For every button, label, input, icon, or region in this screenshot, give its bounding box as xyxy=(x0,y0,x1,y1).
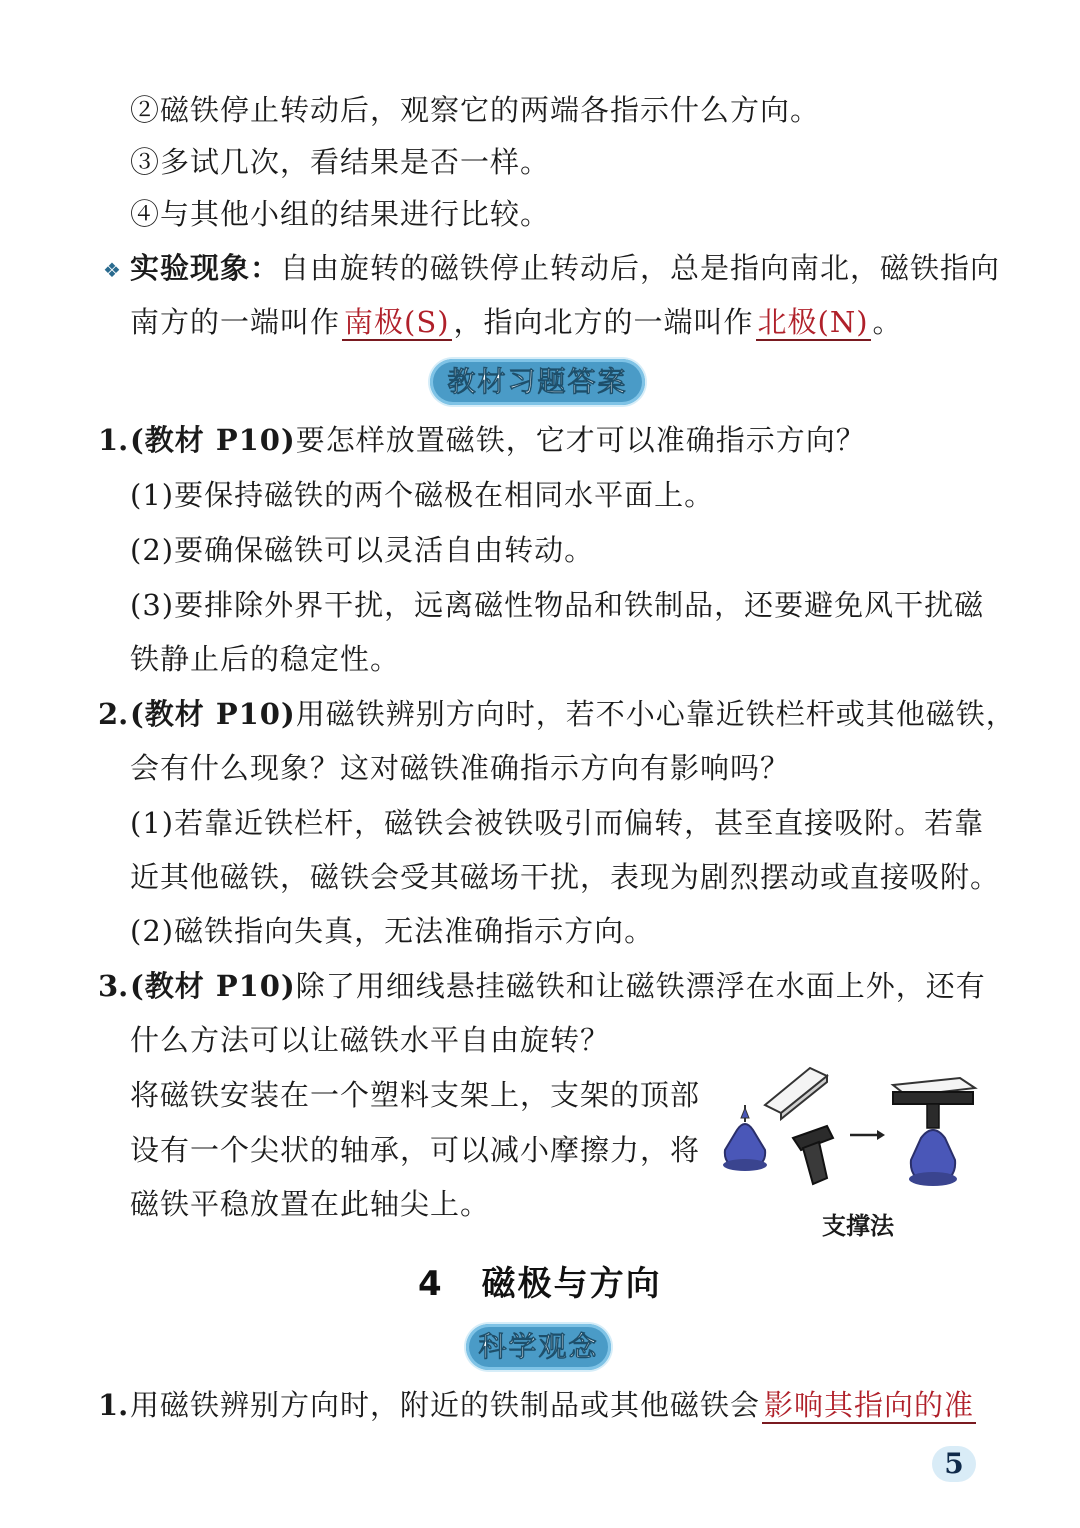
question-1-number: 1. xyxy=(98,423,129,457)
question-3-number: 3. xyxy=(98,969,129,1003)
question-2-line-1 xyxy=(130,694,1016,734)
step-2: ②磁铁停止转动后，观察它的两端各指示什么方向。 xyxy=(130,93,821,127)
q3-answer-line-2: 设有一个尖状的轴承，可以减小摩擦力，将 xyxy=(130,1133,701,1167)
q1-answer-3-line-2: 铁静止后的稳定性。 xyxy=(130,642,401,676)
question-3-line-2: 什么方法可以让磁铁水平自由旋转？ xyxy=(130,1023,611,1057)
diamond-bullet-icon: ❖ xyxy=(103,258,121,282)
q2-answer-2: (2)磁铁指向失真，无法准确指示方向。 xyxy=(130,914,655,948)
question-3-text: 除了用细线悬挂磁铁和让磁铁漂浮在水面上外，还有 xyxy=(295,969,986,1003)
section-title-scientific-concepts: 科学观念 xyxy=(466,1324,611,1370)
phenomenon-text: 自由旋转的磁铁停止转动后，总是指向南北，磁铁指向 xyxy=(280,251,1001,285)
question-1-source: (教材 P10) xyxy=(130,423,296,457)
chapter-heading xyxy=(418,1262,662,1306)
cone-stand-icon xyxy=(723,1105,767,1171)
question-2-number: 2. xyxy=(98,697,129,731)
step-3: ③多试几次，看结果是否一样。 xyxy=(130,145,551,179)
q1-answer-2: (2)要确保磁铁可以灵活自由转动。 xyxy=(130,533,595,567)
phenomenon-label: 实验现象： xyxy=(130,251,281,285)
q3-answer-line-1: 将磁铁安装在一个塑料支架上，支架的顶部 xyxy=(130,1078,701,1112)
concept-question-1-text: 用磁铁辨别方向时，附近的铁制品或其他磁铁会 xyxy=(130,1388,761,1422)
figure-caption: 支撑法 xyxy=(822,1212,894,1240)
support-method-figure xyxy=(715,1060,985,1200)
question-1 xyxy=(130,420,866,460)
answer-fill-south-pole: 南极(S) xyxy=(344,305,450,339)
arrow-right-icon xyxy=(850,1130,885,1140)
q1-answer-1: (1)要保持磁铁的两个磁极在相同水平面上。 xyxy=(130,478,715,512)
chapter-number: 4 xyxy=(418,1264,444,1304)
answer-fill-north-pole: 北极(N) xyxy=(757,305,869,339)
q3-answer-line-3: 磁铁平稳放置在此轴尖上。 xyxy=(130,1187,491,1221)
question-2-text: 用磁铁辨别方向时，若不小心靠近铁栏杆或其他磁铁， xyxy=(295,697,1016,731)
concept-question-1-number: 1. xyxy=(98,1388,129,1422)
phenomenon-line-1 xyxy=(130,248,1000,288)
phenomenon-line-2 xyxy=(130,302,903,342)
bar-magnet-icon xyxy=(765,1068,827,1119)
q1-answer-3-line-1: (3)要排除外界干扰，远离磁性物品和铁制品，还要避免风干扰磁 xyxy=(130,588,985,622)
answer-fill-concept-1: 影响其指向的准 xyxy=(764,1388,975,1422)
section-title-textbook-answers: 教材习题答案 xyxy=(430,359,645,405)
question-2-source: (教材 P10) xyxy=(130,697,296,731)
question-1-text: 要怎样放置磁铁，它才可以准确指示方向？ xyxy=(295,423,866,457)
step-4: ④与其他小组的结果进行比较。 xyxy=(130,197,551,231)
q2-answer-1-line-2: 近其他磁铁，磁铁会受其磁场干扰，表现为剧烈摆动或直接吸附。 xyxy=(130,860,1001,894)
magnet-holder-icon xyxy=(793,1126,833,1184)
assembled-compass-stand-icon xyxy=(893,1078,975,1186)
question-2-line-2: 会有什么现象？这对磁铁准确指示方向有影响吗？ xyxy=(130,751,791,785)
concept-question-1 xyxy=(130,1385,978,1425)
phenomenon-mid: ，指向北方的一端叫作 xyxy=(453,305,754,339)
q2-answer-1-line-1: (1)若靠近铁栏杆，磁铁会被铁吸引而偏转，甚至直接吸附。若靠 xyxy=(130,806,985,840)
question-3-source: (教材 P10) xyxy=(130,969,296,1003)
chapter-title: 磁极与方向 xyxy=(481,1264,662,1304)
page-number: 5 xyxy=(932,1446,976,1482)
phenomenon-pre: 南方的一端叫作 xyxy=(130,305,341,339)
question-3-line-1 xyxy=(130,966,986,1006)
phenomenon-end: 。 xyxy=(872,305,903,339)
